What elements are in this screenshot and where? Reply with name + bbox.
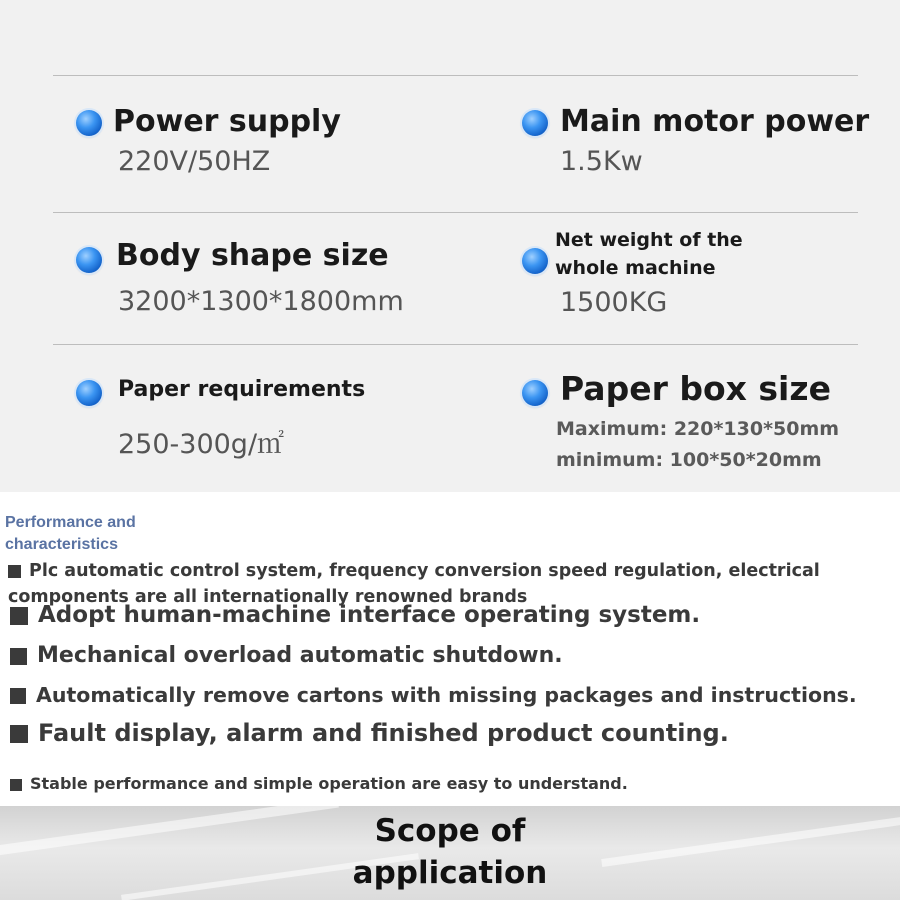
blue-bullet-icon [76,110,102,136]
spec-title-line1: Net weight of the [555,229,743,251]
spec-title-line2: whole machine [555,257,716,279]
blue-bullet-icon [522,110,548,136]
spec-title: Power supply [113,104,341,139]
spec-title: Body shape size [116,238,389,273]
divider [53,344,858,345]
performance-heading: Performance and characteristics [5,514,136,553]
feature-item [10,683,857,707]
square-bullet-icon [10,725,28,743]
spec-value: 220V/50HZ [118,146,271,177]
scope-title-text: Scope of application [352,813,548,891]
spec-title: Paper box size [560,369,831,408]
spec-title: Main motor power [560,104,870,139]
blue-bullet-icon [522,380,548,406]
spec-title: Paper requirements [118,377,366,402]
scope-title [0,810,900,894]
square-bullet-icon [10,607,28,625]
feature-text: Plc automatic control system, frequency conversion speed regulation, electrical components are all internationally renowned brands [8,561,820,607]
performance-section [0,492,900,806]
feature-item [10,643,563,668]
blue-bullet-icon [76,380,102,406]
feature-text: Automatically remove cartons with missing packages and instructions. [36,683,857,707]
spec-value: 1.5Kw [560,146,643,177]
spec-value: 3200*1300*1800mm [118,286,404,317]
feature-item [10,774,628,793]
spec-value: 250-300g/㎡ [118,429,285,460]
square-bullet-icon [10,779,22,791]
divider [53,75,858,76]
feature-text: Adopt human-machine interface operating system. [38,602,701,628]
scope-banner [0,806,900,900]
square-bullet-icon [10,688,26,704]
square-bullet-icon [10,648,27,665]
spec-minimum: minimum: 100*50*20mm [556,449,822,471]
spec-maximum: Maximum: 220*130*50mm [556,418,840,440]
feature-text: Fault display, alarm and finished product counting. [38,719,729,747]
feature-item [10,719,729,747]
spec-value: 1500KG [560,287,668,318]
blue-bullet-icon [522,248,548,274]
blue-bullet-icon [76,247,102,273]
feature-text: Mechanical overload automatic shutdown. [37,643,563,668]
feature-text: Stable performance and simple operation are easy to understand. [30,774,628,793]
divider [53,212,858,213]
feature-item [10,602,700,628]
square-bullet-icon [8,565,21,578]
